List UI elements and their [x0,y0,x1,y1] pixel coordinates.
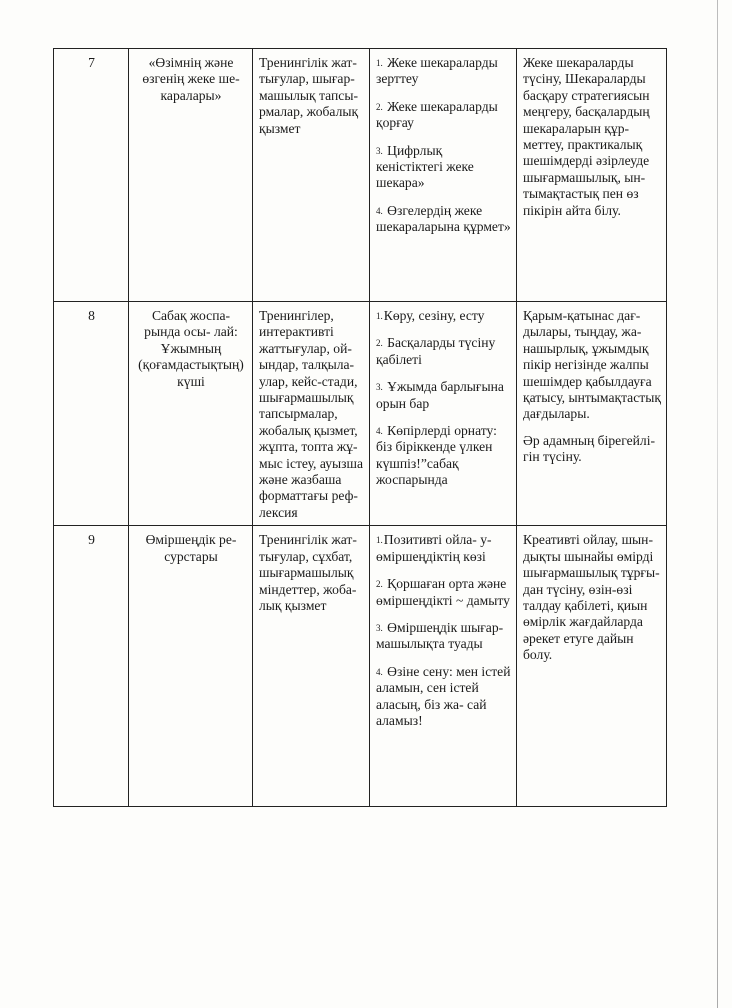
outcome-text: Әр адамның бірегейлі- гін түсіну. [523,432,655,465]
outcomes-cell [517,526,667,807]
outcome-text: Креативті ойлау, шын- дықты шынайы өмірді шығармашылық тұрғы- дан түсіну, өзін-өзі талдау қабілеті, қиын өмірлік жағдайларда әрекет етуге дайын болу. [523,532,660,663]
items-cell [370,49,517,302]
items-cell [370,526,517,807]
scan-page-edge [717,0,718,1008]
method-cell: Тренингілік жат- тығулар, сұхбат, шығармашылық міндеттер, жоба- лық қызмет [253,526,370,807]
list-item: $^{4.}$ Өзгелердің жеке шекараларына құрмет» [376,202,511,235]
list-item: $^{1.}$ Жеке шекараларды зерттеу [376,55,498,87]
outcomes-cell [517,49,667,302]
method-cell: Тренингілер, интерактивті жаттығулар, ой- ындар, талқыла- улар, кейс-стади, шығармашылық тапсырмалар, жобалық қызмет, жұпта, топта жұ- мыс істеу, ауызша және жазбаша форматтағы реф- лексия [253,302,370,526]
outcomes-cell [517,302,667,526]
table-row [54,302,667,526]
list-item: $^{2.}$ Жеке шекараларды қорғау [376,98,498,131]
row-number: 8 [54,302,129,526]
topic-cell: Өміршеңдік ре- сурстары [129,526,253,807]
items-cell [370,302,517,526]
list-item: $^{4.}$ Көпірлерді орнату: біз біріккенде үлкен күшпіз!”сабақ жоспарында [376,423,497,488]
row-number: 7 [54,49,129,302]
list-item: $^{1.}$Позитивті ойла- у- өміршеңдіктің көзі [376,532,492,564]
topic-cell: «Өзімнің және өзгенің жеке ше- каралары» [129,49,253,302]
table-row [54,526,667,807]
table-row [54,49,667,302]
outcome-text: Жеке шекараларды түсіну, Шекараларды басқару стратегиясын меңгеру, басқалардың шекараларын құр- меттеу, практикалық шешімдерді әзірлеуде шығармашылық, ын- тымақтастық пен өз пікірін айта білу. [523,55,650,218]
list-item: $^{4.}$ Өзіне сену: мен істей аламын, сен істей аласың, біз жа- сай аламыз! [376,663,511,728]
lesson-plan-table [53,48,667,807]
list-item: $^{1.}$Көру, сезіну, есту [376,308,485,323]
list-item: $^{3.}$ Цифрлық кеністіктегі жеке шекара» [376,142,474,191]
outcome-text: Қарым-қатынас дағ- дылары, тыңдау, жа- нашырлық, ұжымдық пікір негізінде жалпы шешімдер қабылдауға қатысу, ынтымақтастық дағдылары. [523,308,661,422]
list-item: $^{2.}$ Қоршаған орта және өміршеңдікті ~ дамыту [376,576,510,608]
list-item: $^{3.}$ Ұжымда барлығына орын бар [376,379,504,411]
list-item: $^{3.}$ Өміршеңдік шығар- машылықта туады [376,619,504,652]
method-cell: Тренингілік жат- тығулар, шығар- машылық тапсы- рмалар, жобалық қызмет [253,49,370,302]
row-number: 9 [54,526,129,807]
topic-cell: Сабақ жоспа- рында осы- лай: Ұжымның (қоғамдастықтың) күші [129,302,253,526]
list-item: $^{2.}$ Басқаларды түсіну қабілеті [376,335,496,367]
